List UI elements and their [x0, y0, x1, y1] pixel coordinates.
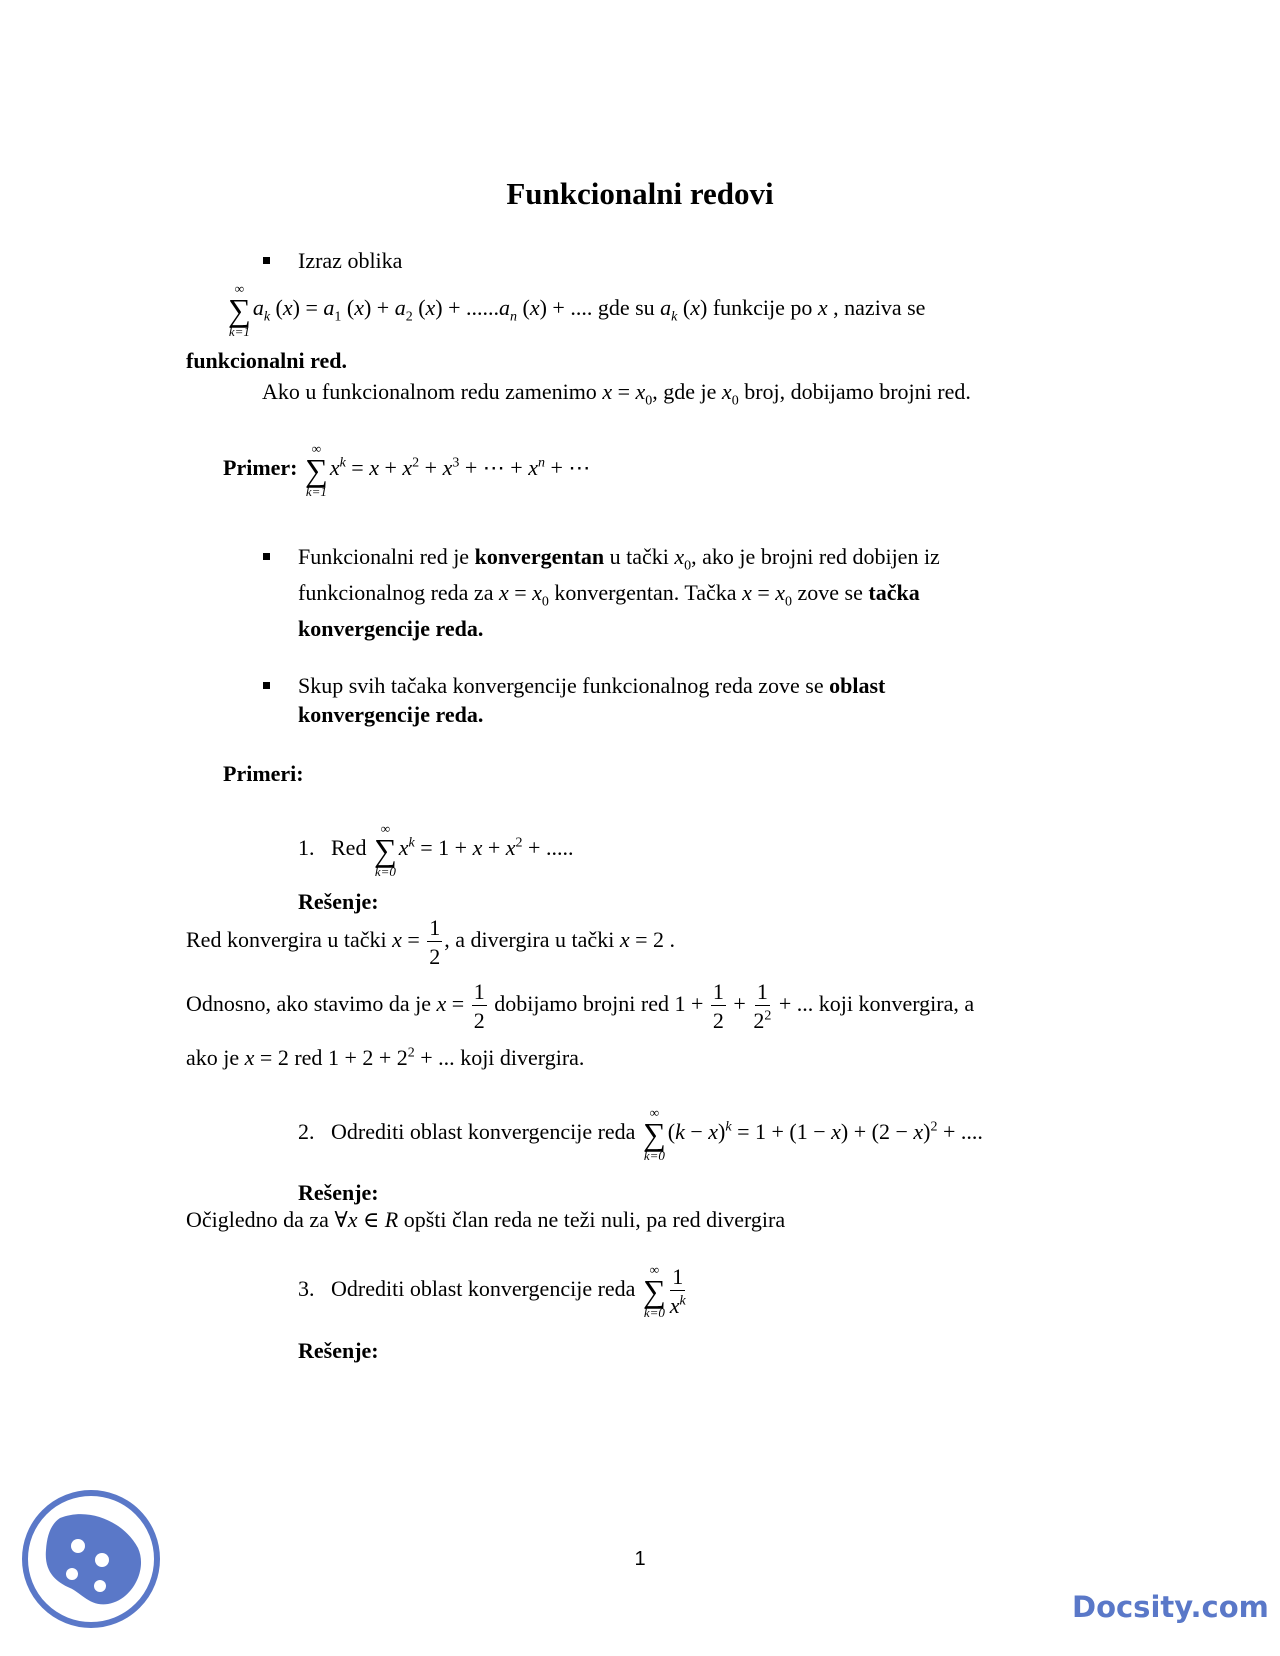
example-1-resenje: Rešenje: [298, 889, 379, 914]
intro-text-naziva: , naziva se [833, 295, 926, 321]
bullet2-line1: Funkcionalni red je konvergentan u tački $x_0$, ako je brojni red dobijen iz [298, 544, 940, 574]
page-title: Funkcionalni redovi [506, 176, 774, 211]
example-2-resenje: Rešenje: [298, 1180, 379, 1205]
intro-line: Izraz oblika [298, 248, 403, 273]
intro-text-gde: gde su [597, 295, 655, 321]
bullet3-line1: Skup svih tačaka konvergencije funkcionalnog reda zove se oblast [298, 673, 886, 698]
example-1-line3: ako je x = 2 red $1 + 2 + 2^2$ + ... koji divergira. [186, 1045, 585, 1070]
example-3-resenje: Rešenje: [298, 1338, 379, 1363]
watermark-text: Docsity.com [1072, 1590, 1269, 1624]
example-1: 1. Red ∞ ∑ k=0 $x^k = 1 + x + x^2$ + ..... [298, 821, 574, 879]
bullet2-line2: funkcionalnog reda za $x = x_0$ konvergentan. Tačka $x = x_0$ zove se tačka [298, 580, 920, 610]
page-number: 1 [634, 1548, 646, 1570]
bullet-icon [263, 257, 270, 264]
bullet-icon [263, 553, 270, 560]
bullet-icon [263, 682, 270, 689]
docsity-logo-icon [20, 1488, 162, 1630]
primer-formula: Primer: ∞ ∑ k=1 $x^k = x + x^2 + x^3$ + ⋯ + $x^n$ + ⋯ [223, 441, 591, 499]
primeri-heading: Primeri: [223, 761, 304, 786]
example-2-text: Očigledno da za ∀x ∈ R opšti član reda ne teži nuli, pa red divergira [186, 1207, 786, 1232]
intro-substitution: Ako u funkcionalnom redu zamenimo $x = x_0$, gde je $x_0$ broj, dobijamo brojni red. [262, 379, 971, 409]
bullet3-line2: konvergencije reda. [298, 702, 484, 727]
intro-text-funkcije: funkcije po [712, 295, 813, 321]
intro-term: funkcionalni red. [186, 348, 347, 373]
intro-formula: ∞ ∑ k=1 $a_k$ $(x) = a_1$ $(x) + a_2$ $(x) + ......a_n$ (x) + .... gde su $a_k$ (x) funkcije po x , naziva se [228, 281, 926, 339]
bullet2-line3: konvergencije reda. [298, 616, 484, 641]
example-1-line2: Odnosno, ako stavimo da je x = $\frac{1}{2}$ dobijamo brojni red 1 + $\frac{1}{2}$ + $\frac{1}{2^2}$ + ... koji konvergira, a [186, 979, 975, 1034]
example-2: 2. Odrediti oblast konvergencije reda ∞ ∑ k=0 $(k - x)^k = 1 + (1 - x) + (2 - x)^2$ + .... [298, 1105, 983, 1163]
example-3: 3. Odrediti oblast konvergencije reda ∞ ∑ k=0 $\frac{1}{x^k}$ [298, 1262, 686, 1320]
example-1-line1: Red konvergira u tački x = $\frac{1}{2}$ , a divergira u tački x = 2 . [186, 915, 675, 970]
